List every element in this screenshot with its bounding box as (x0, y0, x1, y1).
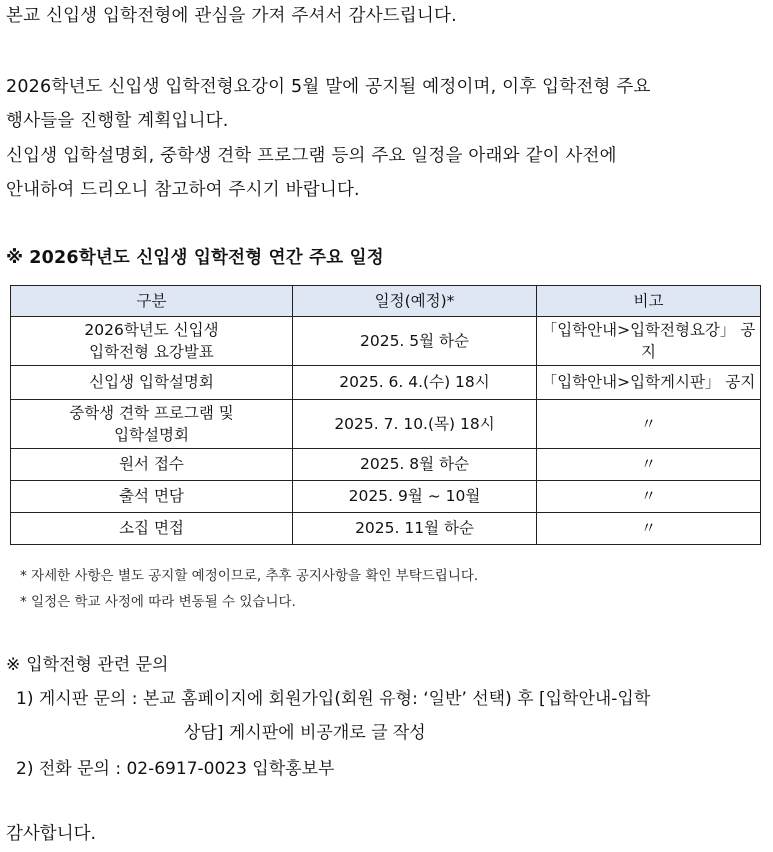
cell-note: 〃 (537, 400, 761, 449)
cell-category: 원서 접수 (11, 449, 293, 481)
table-row (11, 481, 761, 513)
intro-line-1: 2026학년도 신입생 입학전형요강이 5월 말에 공지될 예정이며, 이후 입학전형 주요 (6, 77, 651, 97)
cell-date: 2025. 7. 10.(목) 18시 (293, 400, 537, 449)
table-row (11, 449, 761, 481)
intro-line-2: 행사들을 진행할 계획입니다. (6, 111, 229, 131)
contact-title: 입학전형 관련 문의 (26, 655, 169, 675)
intro-line-4: 안내하여 드리오니 참고하여 주시기 바랍니다. (6, 180, 360, 200)
category-line: 중학생 견학 프로그램 및 (69, 403, 234, 422)
table-row (11, 366, 761, 400)
cell-note: 「입학안내>입학전형요강」 공지 (537, 317, 761, 366)
cell-note: 〃 (537, 513, 761, 545)
table-row (11, 400, 761, 449)
reference-mark-icon: ※ (6, 655, 21, 675)
category-line: 입학설명회 (114, 426, 189, 444)
cell-category: 출석 면담 (11, 481, 293, 513)
intro-line-3: 신입생 입학설명회, 중학생 견학 프로그램 등의 주요 일정을 아래와 같이 사전에 (6, 146, 617, 166)
cell-category (11, 317, 293, 366)
reference-mark-icon: ※ (6, 248, 24, 268)
greeting-text: 본교 신입생 입학전형에 관심을 가져 주셔서 감사드립니다. (6, 6, 457, 26)
cell-date: 2025. 5월 하순 (293, 317, 537, 366)
header-date: 일정(예정)* (293, 286, 537, 317)
footnote-2: * 일정은 학교 사정에 따라 변동될 수 있습니다. (20, 594, 296, 610)
footnote-1: * 자세한 사항은 별도 공지할 예정이므로, 추후 공지사항을 확인 부탁드립니다. (20, 568, 479, 584)
cell-category: 신입생 입학설명회 (11, 366, 293, 400)
closing-text: 감사합니다. (6, 824, 97, 844)
cell-category: 소집 면접 (11, 513, 293, 545)
contact-item-phone: 2) 전화 문의 : 02-6917-0023 입학홍보부 (16, 759, 335, 779)
schedule-title: 2026학년도 신입생 입학전형 연간 주요 일정 (29, 248, 384, 268)
cell-date: 2025. 9월 ~ 10월 (293, 481, 537, 513)
schedule-table (10, 285, 761, 545)
cell-date: 2025. 11월 하순 (293, 513, 537, 545)
cell-date: 2025. 8월 하순 (293, 449, 537, 481)
cell-note: 〃 (537, 481, 761, 513)
contact-heading (6, 655, 168, 675)
table-header-row (11, 286, 761, 317)
cell-note: 「입학안내>입학게시판」 공지 (537, 366, 761, 400)
contact-item-board-line-2: 상담] 게시판에 비공개로 글 작성 (184, 723, 426, 743)
cell-note: 〃 (537, 449, 761, 481)
category-line: 입학전형 요강발표 (89, 343, 214, 361)
category-line: 2026학년도 신입생 (84, 320, 219, 339)
cell-category (11, 400, 293, 449)
table-row (11, 513, 761, 545)
header-note: 비고 (537, 286, 761, 317)
contact-item-board-line-1: 1) 게시판 문의 : 본교 홈페이지에 회원가입(회원 유형: ‘일반’ 선택) 후 [입학안내-입학 (16, 689, 651, 709)
header-category: 구분 (11, 286, 293, 317)
schedule-heading (6, 248, 384, 269)
schedule-table-container (10, 285, 760, 545)
table-row (11, 317, 761, 366)
cell-date: 2025. 6. 4.(수) 18시 (293, 366, 537, 400)
